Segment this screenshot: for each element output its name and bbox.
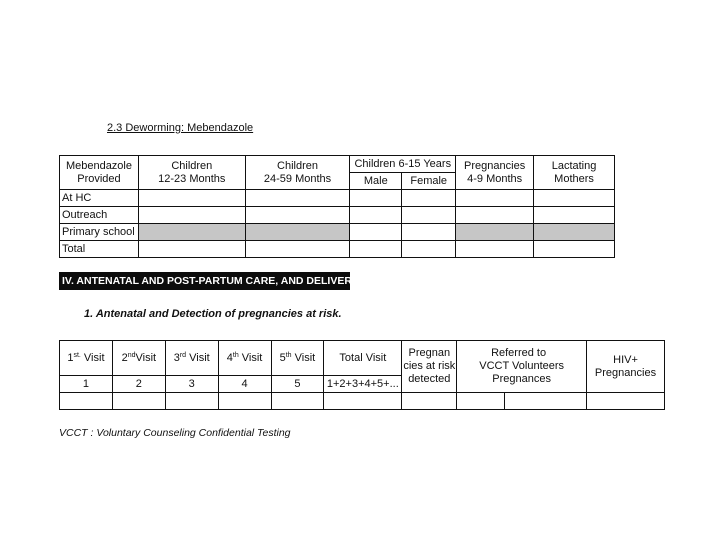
column-number: 2 bbox=[112, 376, 165, 393]
cell[interactable] bbox=[534, 190, 615, 207]
header-visit-4: 4th Visit bbox=[218, 341, 271, 376]
shaded-cell bbox=[245, 224, 350, 241]
cell[interactable] bbox=[402, 241, 456, 258]
table-row bbox=[60, 393, 665, 410]
cell[interactable] bbox=[245, 190, 350, 207]
header-visit-5: 5th Visit bbox=[271, 341, 324, 376]
cell[interactable] bbox=[138, 190, 245, 207]
cell[interactable] bbox=[456, 207, 534, 224]
cell[interactable] bbox=[112, 393, 165, 410]
row-label-at-hc: At HC bbox=[60, 190, 139, 207]
cell[interactable] bbox=[165, 393, 218, 410]
header-pregnancies: Pregnancies 4-9 Months bbox=[456, 156, 534, 190]
cell[interactable] bbox=[587, 393, 665, 410]
header-children-24-59: Children 24-59 Months bbox=[245, 156, 350, 190]
footnote: VCCT : Voluntary Counseling Confidential Testing bbox=[59, 427, 291, 439]
table-row bbox=[60, 207, 615, 224]
column-number: 3 bbox=[165, 376, 218, 393]
column-number: 4 bbox=[218, 376, 271, 393]
row-label-outreach: Outreach bbox=[60, 207, 139, 224]
cell[interactable] bbox=[456, 190, 534, 207]
cell[interactable] bbox=[534, 241, 615, 258]
table-row bbox=[60, 224, 615, 241]
cell[interactable] bbox=[271, 393, 324, 410]
shaded-cell bbox=[534, 224, 615, 241]
cell[interactable] bbox=[138, 241, 245, 258]
section-banner: IV. ANTENATAL AND POST-PARTUM CARE, AND DELIVERY bbox=[59, 272, 350, 290]
column-number: 5 bbox=[271, 376, 324, 393]
cell[interactable] bbox=[402, 224, 456, 241]
cell[interactable] bbox=[505, 393, 587, 410]
cell[interactable] bbox=[350, 207, 402, 224]
header-female: Female bbox=[402, 173, 456, 190]
deworming-table bbox=[59, 155, 615, 258]
cell[interactable] bbox=[402, 393, 457, 410]
header-children-6-15: Children 6-15 Years bbox=[350, 156, 456, 173]
cell[interactable] bbox=[350, 224, 402, 241]
cell[interactable] bbox=[324, 393, 402, 410]
header-male: Male bbox=[350, 173, 402, 190]
header-total-visit: Total Visit bbox=[324, 341, 402, 376]
cell[interactable] bbox=[534, 207, 615, 224]
cell[interactable] bbox=[350, 190, 402, 207]
cell[interactable] bbox=[60, 393, 113, 410]
header-visit-2: 2ndVisit bbox=[112, 341, 165, 376]
header-hiv-pregnancies: HIV+ Pregnancies bbox=[587, 341, 665, 393]
header-lactating-mothers: Lactating Mothers bbox=[534, 156, 615, 190]
cell[interactable] bbox=[402, 207, 456, 224]
cell[interactable] bbox=[350, 241, 402, 258]
column-number: 1 bbox=[60, 376, 113, 393]
header-visit-3: 3rd Visit bbox=[165, 341, 218, 376]
header-mebendazole-provided: Mebendazole Provided bbox=[60, 156, 139, 190]
cell[interactable] bbox=[456, 241, 534, 258]
header-visit-1: $1^{st.}$ Visit bbox=[60, 341, 113, 376]
antenatal-title: 1. Antenatal and Detection of pregnancies at risk. bbox=[84, 308, 342, 320]
cell[interactable] bbox=[218, 393, 271, 410]
cell[interactable] bbox=[245, 207, 350, 224]
row-label-total: Total bbox=[60, 241, 139, 258]
antenatal-table bbox=[59, 340, 665, 410]
cell[interactable] bbox=[138, 207, 245, 224]
table-row bbox=[60, 241, 615, 258]
deworming-title: 2.3 Deworming: Mebendazole bbox=[107, 122, 254, 134]
table-row bbox=[60, 190, 615, 207]
header-referred-vcct: Referred to VCCT Volunteers Pregnances bbox=[457, 341, 587, 393]
header-pregnancies-at-risk: Pregnan cies at risk detected bbox=[402, 341, 457, 393]
column-number: 1+2+3+4+5+... bbox=[324, 376, 402, 393]
row-label-primary-school: Primary school bbox=[60, 224, 139, 241]
cell[interactable] bbox=[402, 190, 456, 207]
shaded-cell bbox=[456, 224, 534, 241]
shaded-cell bbox=[138, 224, 245, 241]
cell[interactable] bbox=[245, 241, 350, 258]
cell[interactable] bbox=[457, 393, 505, 410]
header-children-12-23: Children 12-23 Months bbox=[138, 156, 245, 190]
